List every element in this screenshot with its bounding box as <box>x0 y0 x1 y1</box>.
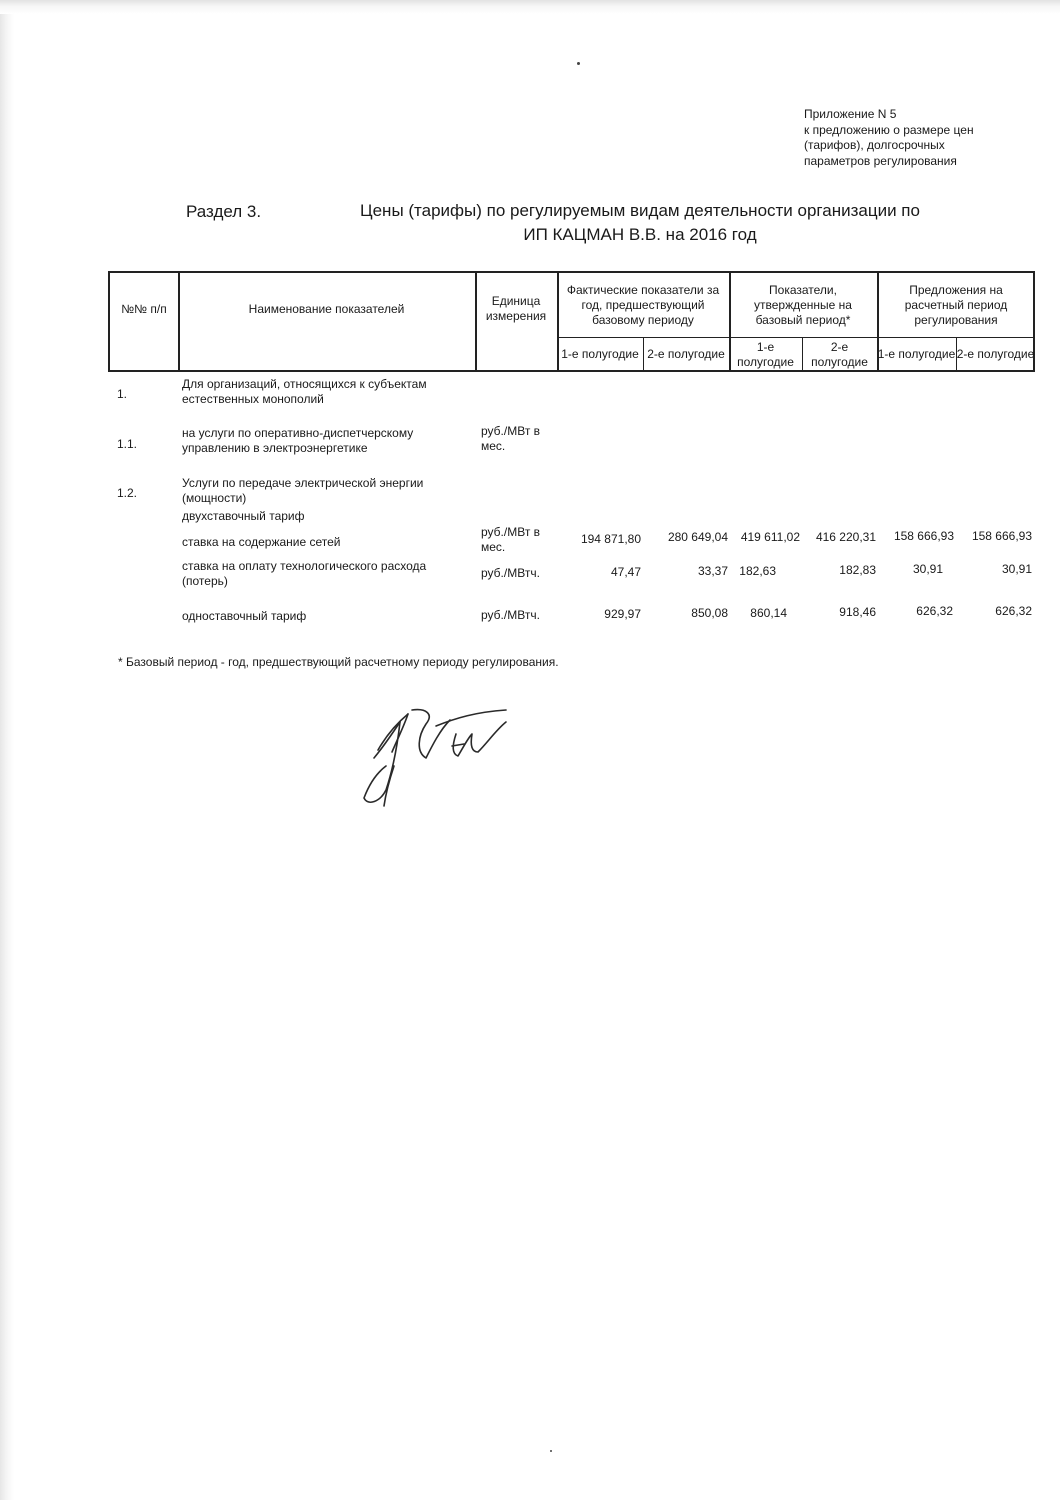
footnote: * Базовый период - год, предшествующий расчетному периоду регулирования. <box>118 655 559 669</box>
header-half-1: 1-е полугодие <box>877 347 956 361</box>
header-half-2: 2-е полугодие <box>647 347 725 361</box>
row-unit: руб./МВтч. <box>481 566 540 580</box>
table-cell-value: 280 649,04 <box>667 530 728 544</box>
annex-line: (тарифов), долгосрочных <box>804 138 945 152</box>
annex-line: параметров регулирования <box>804 153 957 168</box>
scan-speck <box>550 1450 552 1452</box>
header-half-2: 2-е полугодие <box>811 339 868 369</box>
title-line: ИП КАЦМАН В.В. на 2016 год <box>523 225 757 244</box>
row-name: ставка на оплату технологического расхода (потерь) <box>182 559 427 588</box>
title-line: Цены (тарифы) по регулируемым видам деятельности организации по <box>360 201 920 220</box>
annex-header <box>804 107 1034 169</box>
table-cell-value: 419 611,02 <box>740 530 800 544</box>
header-group-approved: Показатели, утвержденные на базовый период* <box>754 282 852 327</box>
table-cell-value: 860,14 <box>750 606 787 620</box>
table-cell-value: 194 871,80 <box>580 532 641 546</box>
row-number: 1. <box>117 387 128 401</box>
scan-edge-shadow <box>0 0 14 1500</box>
table-cell-value: 30,91 <box>1001 562 1032 576</box>
row-unit: руб./МВт в мес. <box>481 525 541 554</box>
annex-line: к предложению о размере цен <box>804 122 974 137</box>
row-number: 1.2. <box>117 486 138 500</box>
row-unit: руб./МВтч. <box>481 608 540 622</box>
table-cell-value: 918,46 <box>839 605 876 619</box>
row-name: Услуги по передаче электрической энергии (мощности) <box>182 476 424 505</box>
header-half-1: 1-е полугодие <box>737 339 794 369</box>
table-header <box>108 271 1035 372</box>
row-name: Для организаций, относящихся к субъектам естественных монополий <box>182 377 427 406</box>
table-cell-value: 626,32 <box>916 604 953 618</box>
row-number: 1.1. <box>117 437 138 451</box>
table-cell-value: 158 666,93 <box>971 529 1032 543</box>
row-name: одноставочный тариф <box>182 609 307 623</box>
table-cell-value: 850,08 <box>691 606 728 620</box>
header-half-2: 2-е полугодие <box>956 347 1035 361</box>
table-cell-value: 182,83 <box>839 563 876 577</box>
table-cell-value: 929,97 <box>604 607 641 621</box>
header-group-proposed: Предложения на расчетный период регулирования <box>904 282 1008 327</box>
header-num: №№ п/п <box>121 301 167 316</box>
table-cell-value: 158 666,93 <box>893 529 954 543</box>
annex-line: Приложение N 5 <box>804 107 897 121</box>
header-unit: Единица измерения <box>485 294 547 323</box>
row-unit: руб./МВт в мес. <box>481 424 541 453</box>
table-cell-value: 47,47 <box>610 565 641 579</box>
section-label: Раздел 3. <box>186 202 262 221</box>
header-name: Наименование показателей <box>248 301 405 316</box>
header-half-1: 1-е полугодие <box>561 347 639 361</box>
row-name: на услуги по оперативно-диспетчерскому управлению в электроэнергетике <box>182 426 414 455</box>
table-cell-value: 626,32 <box>995 604 1032 618</box>
header-group-actual: Фактические показатели за год, предшествующий базовому периоду <box>566 282 720 327</box>
table-cell-value: 33,37 <box>697 564 728 578</box>
handwritten-signature <box>356 706 536 810</box>
table-cell-value: 416 220,31 <box>815 530 876 544</box>
table-cell-value: 30,91 <box>912 562 943 576</box>
scan-top-shadow <box>0 0 1060 14</box>
table-cell-value: 182,63 <box>739 564 776 578</box>
scan-speck <box>577 62 580 65</box>
page-title <box>300 199 980 247</box>
row-name: ставка на содержание сетей <box>182 535 341 549</box>
row-name: двухставочный тариф <box>182 509 305 523</box>
